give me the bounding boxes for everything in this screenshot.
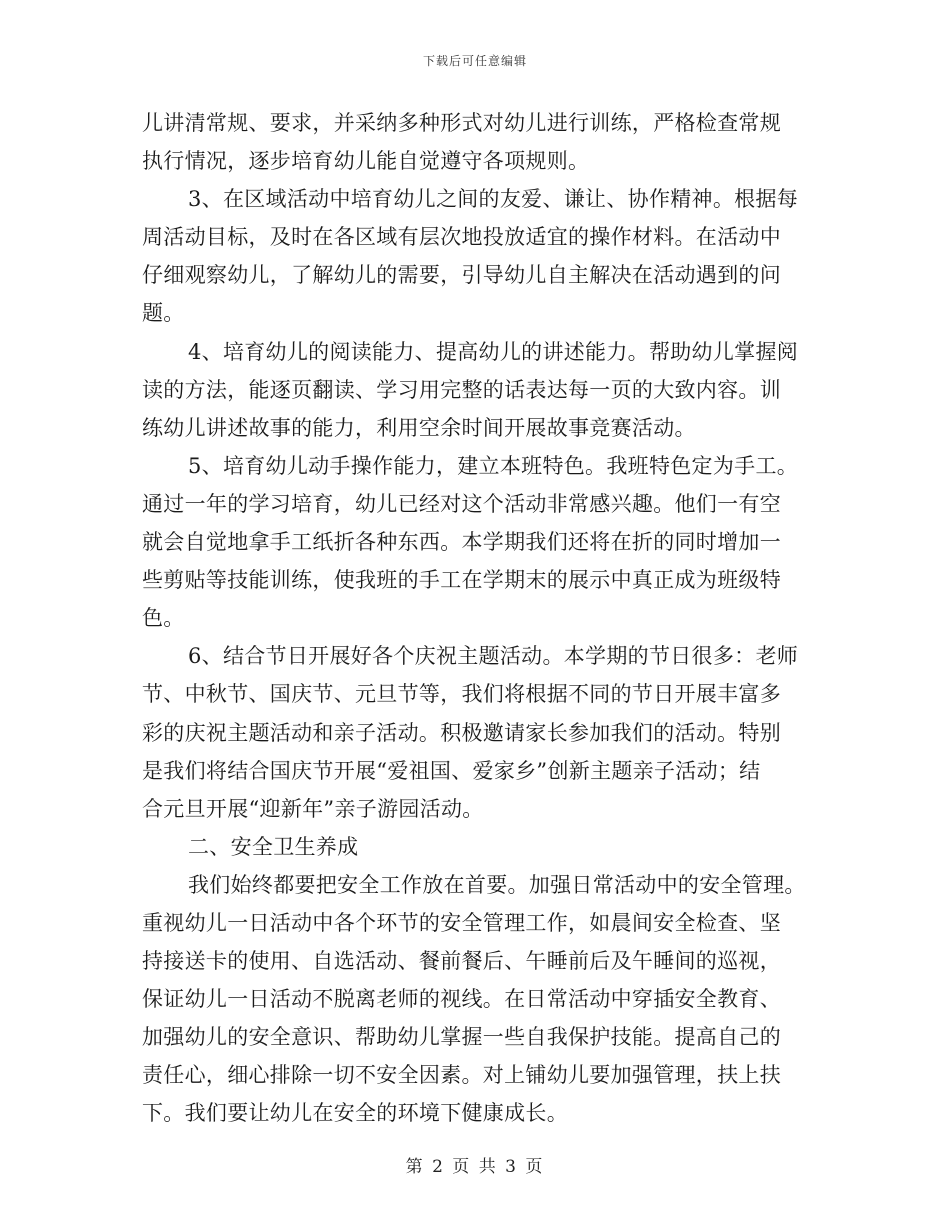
page-header: 下载后可任意编辑 <box>422 54 527 68</box>
body-line: 题。 <box>142 301 185 326</box>
body-line: 仔细观察幼儿，了解幼儿的需要，引导幼儿自主解决在活动遇到的问 <box>142 263 781 288</box>
body-line: 儿讲清常规、要求，并采纳多种形式对幼儿进行训练，严格检查常规 <box>142 111 781 135</box>
body-line: 练幼儿讲述故事的能力，利用空余时间开展故事竞赛活动。 <box>142 415 696 440</box>
body-line: 下。我们要让幼儿在安全的环境下健康成长。 <box>142 1101 568 1126</box>
paragraph-safety: 我们始终都要把安全工作放在首要。加强日常活动中的安全管理。 <box>188 872 806 897</box>
body-line: 些剪贴等技能训练，使我班的手工在学期末的展示中真正成为班级特 <box>142 568 781 593</box>
body-line: 读的方法，能逐页翻读、学习用完整的话表达每一页的大致内容。训 <box>142 377 781 402</box>
page-number-footer: 第 2 页 共 3 页 <box>405 1157 545 1177</box>
section-heading-safety: 二、安全卫生养成 <box>188 834 359 859</box>
paragraph-item-5: 5、培育幼儿动手操作能力，建立本班特色。我班特色定为手工。 <box>188 453 799 478</box>
body-line: 加强幼儿的安全意识、帮助幼儿掌握一些自我保护技能。提高自己的 <box>142 1025 781 1050</box>
paragraph-item-3: 3、在区域活动中培育幼儿之间的友爱、谦让、协作精神。根据每 <box>188 187 799 212</box>
paragraph-item-4: 4、培育幼儿的阅读能力、提高幼儿的讲述能力。帮助幼儿掌握阅 <box>188 339 799 364</box>
paragraph-item-6: 6、结合节日开展好各个庆祝主题活动。本学期的节日很多：老师 <box>188 644 799 669</box>
document-body <box>142 104 808 1133</box>
body-line: 彩的庆祝主题活动和亲子活动。积极邀请家长参加我们的活动。特别 <box>142 720 781 745</box>
body-line: 通过一年的学习培育，幼儿已经对这个活动非常感兴趣。他们一有空 <box>142 491 781 516</box>
body-line: 就会自觉地拿手工纸折各种东西。本学期我们还将在折的同时增加一 <box>142 530 781 555</box>
body-line: 持接送卡的使用、自选活动、餐前餐后、午睡前后及午睡间的巡视， <box>142 949 781 974</box>
body-line: 合元旦开展“迎新年”亲子游园活动。 <box>142 796 484 821</box>
body-line: 重视幼儿一日活动中各个环节的安全管理工作，如晨间安全检查、坚 <box>142 910 781 935</box>
body-line: 保证幼儿一日活动不脱离老师的视线。在日常活动中穿插安全教育、 <box>142 987 781 1012</box>
body-line: 是我们将结合国庆节开展“爱祖国、爱家乡”创新主题亲子活动；结 <box>142 758 761 783</box>
body-line: 执行情况，逐步培育幼儿能自觉遵守各项规则。 <box>142 149 590 174</box>
body-line: 周活动目标，及时在各区域有层次地投放适宜的操作材料。在活动中 <box>142 225 781 250</box>
body-line: 责任心，细心排除一切不安全因素。对上铺幼儿要加强管理，扶上扶 <box>142 1063 781 1088</box>
body-line: 节、中秋节、国庆节、元旦节等，我们将根据不同的节日开展丰富多 <box>142 682 781 707</box>
body-line: 色。 <box>142 606 185 631</box>
